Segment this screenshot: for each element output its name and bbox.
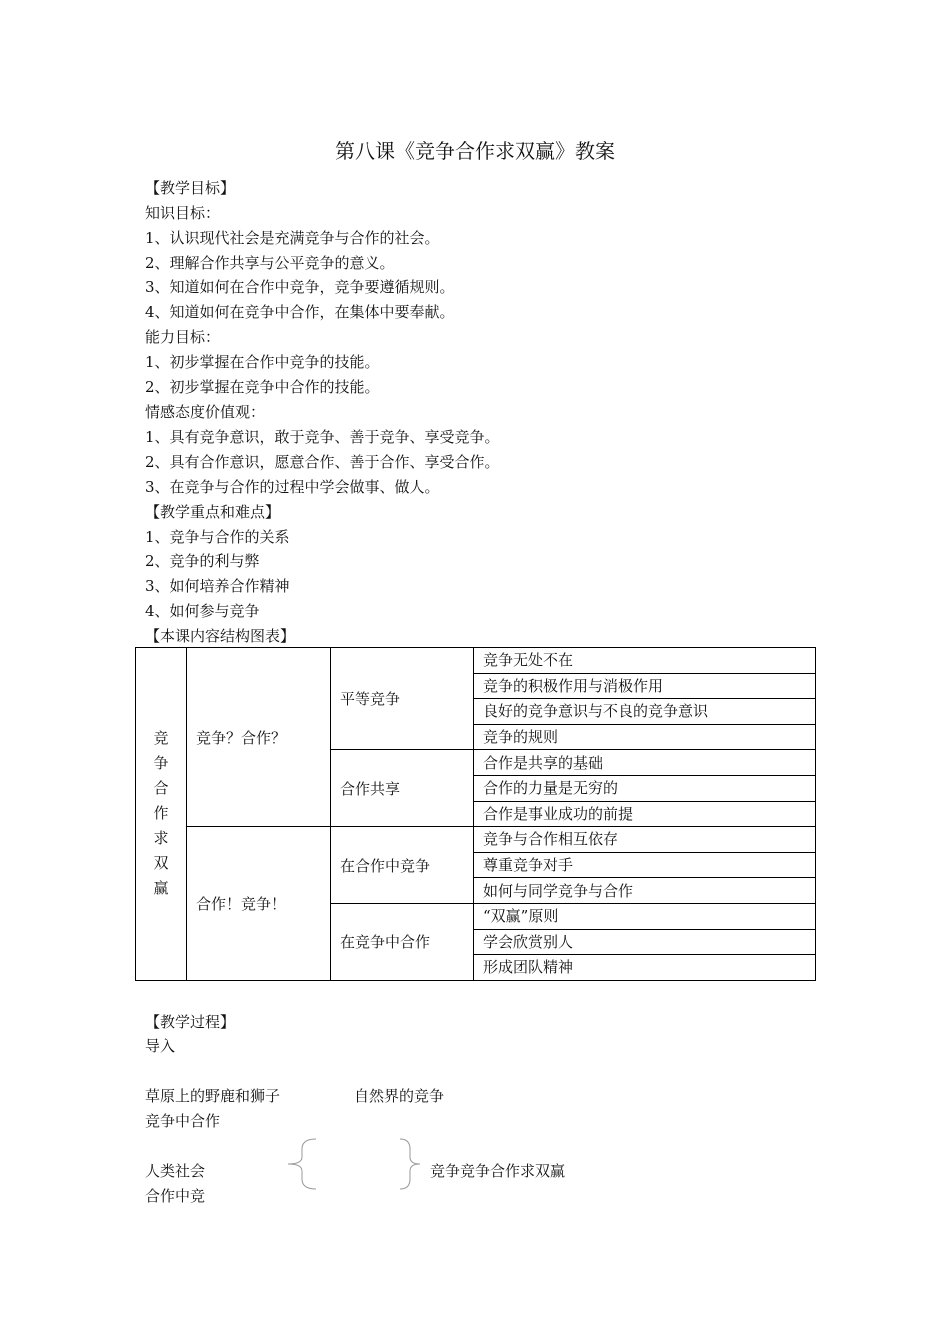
- process-text: 人类社会: [145, 1162, 206, 1180]
- key-point-item: 2、竞争的利与弊: [145, 552, 260, 570]
- root-char: 作: [153, 804, 169, 823]
- root-char: 竞: [153, 729, 169, 748]
- ability-item: 2、初步掌握在竞争中合作的技能。: [145, 378, 380, 396]
- process-text: 草原上的野鹿和狮子: [145, 1087, 281, 1105]
- knowledge-item: 2、理解合作共享与公平竞争的意义。: [145, 254, 395, 272]
- intro-label: 导入: [145, 1037, 176, 1055]
- structure-heading: 【本课内容结构图表】: [145, 627, 296, 645]
- process-text: 自然界的竞争: [354, 1087, 445, 1105]
- structure-item: 学会欣赏别人: [474, 929, 816, 955]
- key-point-item: 1、竞争与合作的关系: [145, 528, 290, 546]
- structure-item: 竞争无处不在: [474, 648, 816, 674]
- part2-label: 合作！竞争！: [187, 827, 331, 981]
- part1-group2-label: 合作共享: [331, 750, 474, 827]
- part2-group2-label: 在竞争中合作: [331, 903, 474, 980]
- structure-item: 良好的竞争意识与不良的竞争意识: [474, 699, 816, 725]
- root-char: 争: [153, 754, 169, 773]
- right-brace-icon: [396, 1135, 426, 1193]
- structure-item: 尊重竞争对手: [474, 852, 816, 878]
- key-points-heading: 【教学重点和难点】: [145, 503, 281, 521]
- structure-item: 竞争的规则: [474, 724, 816, 750]
- process-text: 合作中竞: [145, 1187, 206, 1205]
- structure-item: 合作的力量是无穷的: [474, 775, 816, 801]
- structure-table: [135, 647, 816, 981]
- emotion-item: 3、在竞争与合作的过程中学会做事、做人。: [145, 478, 440, 496]
- structure-item: 如何与同学竞争与合作: [474, 878, 816, 904]
- structure-item: “双赢”原则: [474, 903, 816, 929]
- key-point-item: 3、如何培养合作精神: [145, 577, 290, 595]
- key-point-item: 4、如何参与竞争: [145, 602, 260, 620]
- knowledge-item: 1、认识现代社会是充满竞争与合作的社会。: [145, 229, 440, 247]
- structure-item: 竞争与合作相互依存: [474, 827, 816, 853]
- root-char: 求: [153, 829, 169, 848]
- emotion-item: 1、具有竞争意识，敢于竞争、善于竞争、享受竞争。: [145, 428, 500, 446]
- root-char: 双: [153, 854, 169, 873]
- structure-root-cell: [136, 648, 187, 981]
- knowledge-item: 4、知道如何在竞争中合作，在集体中要奉献。: [145, 303, 455, 321]
- root-char: 赢: [153, 879, 169, 898]
- knowledge-item: 3、知道如何在合作中竞争，竞争要遵循规则。: [145, 278, 455, 296]
- part1-label: 竞争？合作？: [187, 648, 331, 827]
- emotion-label: 情感态度价值观：: [145, 403, 266, 421]
- structure-item: 合作是事业成功的前提: [474, 801, 816, 827]
- emotion-item: 2、具有合作意识，愿意合作、善于合作、享受合作。: [145, 453, 500, 471]
- ability-label: 能力目标：: [145, 328, 221, 346]
- structure-item: 合作是共享的基础: [474, 750, 816, 776]
- left-brace-icon: [280, 1135, 320, 1193]
- knowledge-label: 知识目标：: [145, 204, 221, 222]
- process-heading: 【教学过程】: [145, 1013, 236, 1031]
- part1-group1-label: 平等竞争: [331, 648, 474, 750]
- structure-item: 竞争的积极作用与消极作用: [474, 673, 816, 699]
- ability-item: 1、初步掌握在合作中竞争的技能。: [145, 353, 380, 371]
- part2-group1-label: 在合作中竞争: [331, 827, 474, 904]
- root-char: 合: [153, 779, 169, 798]
- process-text: 竞争中合作: [145, 1112, 221, 1130]
- goals-heading: 【教学目标】: [145, 179, 236, 197]
- page-title: 第八课《竞争合作求双赢》教案: [335, 139, 615, 163]
- structure-item: 形成团队精神: [474, 955, 816, 981]
- process-text: 竞争竞争合作求双赢: [430, 1162, 566, 1180]
